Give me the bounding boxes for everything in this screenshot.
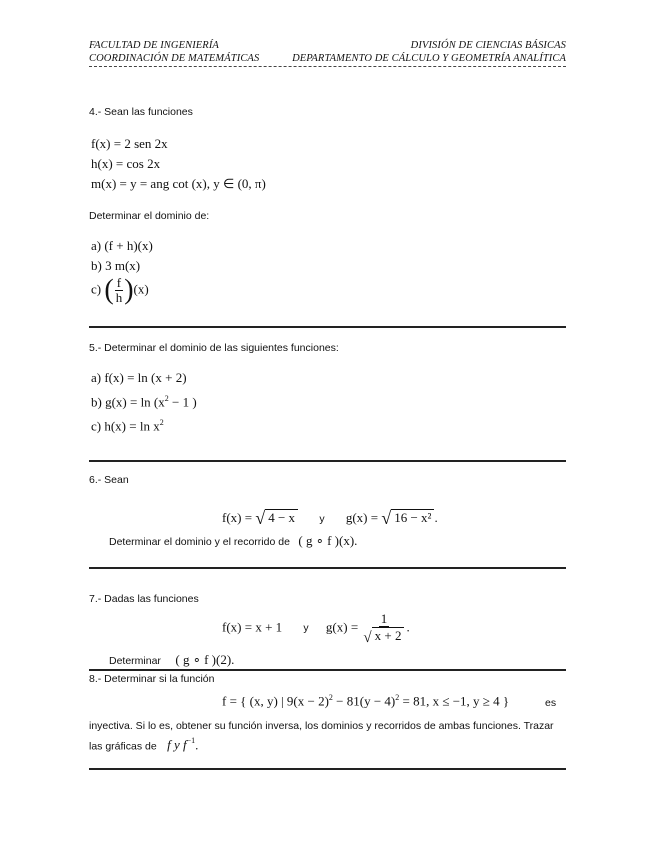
problem-5-item-b-post: − 1 ) xyxy=(168,394,197,410)
problem-5-item-c xyxy=(91,418,164,434)
problem-8-set-pre: f = { (x, y) | 9(x − 2) xyxy=(222,693,329,709)
header-department: DEPARTAMENTO DE CÁLCULO Y GEOMETRÍA ANALÍTICA xyxy=(292,53,566,64)
problem-4-instruction: Determinar el dominio de: xyxy=(89,210,210,222)
problem-5-item-b-pre: b) g(x) = ln (x xyxy=(91,394,165,410)
problem-4-intro: 4.- Sean las funciones xyxy=(89,106,193,118)
fraction-numerator: f xyxy=(116,275,122,290)
problem-7-functions: f(x) = x + 1 y g(x) = $\frac{1}{√ x + 2}$ . xyxy=(222,611,410,646)
section-divider xyxy=(89,567,566,569)
exponent: 2 xyxy=(164,394,169,403)
sqrt-icon: √ xyxy=(363,630,372,646)
header-division: DIVISIÓN DE CIENCIAS BÁSICAS xyxy=(410,40,566,51)
fraction-denominator: x + 2 xyxy=(372,627,405,643)
problem-7-g-lhs: g(x) = xyxy=(325,619,359,635)
problem-4-item-a: a) (f + h)(x) xyxy=(91,238,153,253)
exponent: 2 xyxy=(159,418,164,427)
exponent: 2 xyxy=(328,693,333,702)
problem-4-item-b: b) 3 m(x) xyxy=(91,258,141,273)
exponent: 2 xyxy=(395,693,400,702)
header-faculty: FACULTAD DE INGENIERÍA xyxy=(89,40,219,51)
problem-4-item-c-tail: (x) xyxy=(133,281,149,297)
section-divider xyxy=(89,768,566,770)
header-coordination: COORDINACIÓN DE MATEMÁTICAS xyxy=(89,53,260,64)
fraction-1-over-sqrt xyxy=(361,612,406,645)
problem-5-intro: 5.- Determinar el dominio de las siguientes funciones: xyxy=(89,342,339,354)
problem-6-g-radicand: 16 − x² xyxy=(391,509,434,525)
section-divider xyxy=(89,326,566,328)
problem-6-f-lhs: f(x) = xyxy=(222,510,253,525)
header-divider xyxy=(89,66,566,67)
problem-6-functions: f(x) = √ 4 − x y g(x) = √ 16 − x² . xyxy=(222,508,438,528)
problem-6-connector: y xyxy=(319,513,325,525)
problem-5-item-b xyxy=(91,394,197,410)
problem-7-f-def: f(x) = x + 1 xyxy=(222,619,283,635)
fraction-f-over-h xyxy=(114,276,125,305)
problem-4-item-c-label: c) xyxy=(91,281,102,297)
problem-7-instruction-line xyxy=(109,651,234,669)
sqrt-icon: √ xyxy=(255,508,266,528)
problem-4-item-c xyxy=(91,276,149,305)
problem-4-m-def: m(x) = y = ang cot (x), y ∈ (0, π) xyxy=(91,176,266,191)
problem-8-line1: inyectiva. Si lo es, obtener su función inversa, los dominios y recorridos de ambas funciones. Trazar xyxy=(89,720,554,732)
problem-8-es: es xyxy=(545,697,557,709)
problem-7-instruction: Determinar xyxy=(109,655,161,667)
section-divider xyxy=(89,460,566,462)
left-paren: ( xyxy=(104,274,114,306)
section-divider xyxy=(89,669,566,671)
fraction-denominator-wrap xyxy=(361,627,406,645)
problem-5-item-c-pre: c) h(x) = ln x xyxy=(91,418,160,434)
problem-6-instruction-line xyxy=(109,532,357,550)
problem-6-expression: ( g ∘ f )(x). xyxy=(298,533,358,548)
problem-8-set-post: = 81, x ≤ −1, y ≥ 4 } xyxy=(399,693,510,709)
problem-6-intro: 6.- Sean xyxy=(89,474,129,486)
fraction-denominator: h xyxy=(115,290,123,305)
problem-8-line2-math: f y f xyxy=(167,737,187,753)
problem-6-f-radicand: 4 − x xyxy=(265,509,298,525)
problem-8-line2-end: . xyxy=(195,737,199,753)
right-paren: ) xyxy=(124,274,134,306)
exponent: −1 xyxy=(186,736,196,745)
problem-6-g-lhs: g(x) = xyxy=(345,510,379,525)
problem-8-line2-pre: las gráficas de xyxy=(89,740,157,753)
problem-8-set-mid: − 81(y − 4) xyxy=(332,693,396,709)
problem-8-intro: 8.- Determinar si la función xyxy=(89,673,215,685)
problem-7-intro: 7.- Dadas las funciones xyxy=(89,593,199,605)
fraction-numerator: 1 xyxy=(380,611,388,626)
problem-7-expression: ( g ∘ f )(2). xyxy=(175,652,235,667)
sqrt-icon: √ xyxy=(381,508,392,528)
problem-4-f-def: f(x) = 2 sen 2x xyxy=(91,136,168,151)
problem-6-instruction: Determinar el dominio y el recorrido de xyxy=(109,536,290,548)
problem-4-h-def: h(x) = cos 2x xyxy=(91,156,161,171)
problem-8-set xyxy=(222,693,509,709)
problem-8-line2 xyxy=(89,736,198,754)
problem-5-item-a: a) f(x) = ln (x + 2) xyxy=(91,370,187,385)
problem-7-connector: y xyxy=(303,622,309,635)
